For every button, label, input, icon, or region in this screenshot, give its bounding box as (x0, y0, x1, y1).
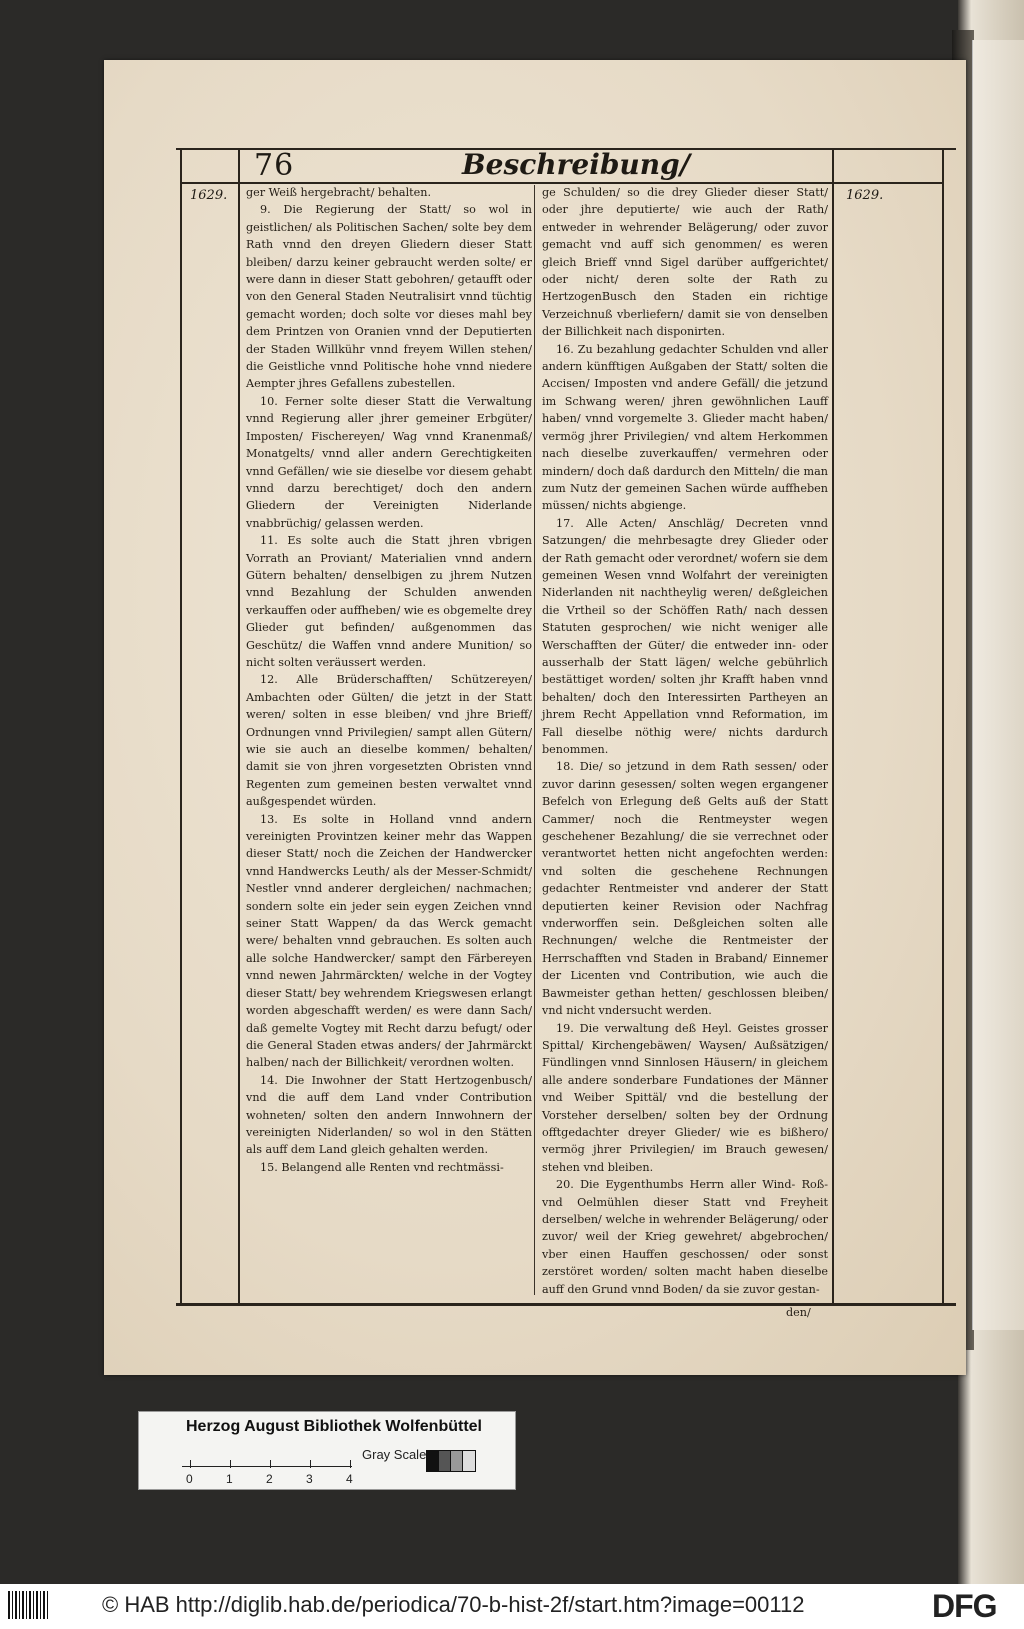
frame-rule-left (180, 148, 182, 1306)
ruler-tick (190, 1460, 191, 1468)
ruler-tick (350, 1460, 351, 1468)
paragraph: 9. Die Regierung der Statt/ so wol in geistlichen/ als Politischen Sachen/ solte bey dem Rath vnnd den dreyen Gliedern dieser Statt bleiben/ darzu keiner gebraucht werden solte/ er were dann in dieser Statt gebohren/ getaufft oder von den General Staden Neutralisirt vnnd tüchtig gemacht worden; doch solte vor dieses mahl bey dem Printzen von Oranien vnnd der Deputierten der Staden Willkühr vnnd freyem Willen stehen/ die Geistliche vnnd Politische hohe vnnd niedere Aempter jhres Gefallens zubestellen. (246, 203, 532, 391)
book-page (104, 60, 966, 1375)
ruler-tick (270, 1460, 271, 1468)
ruler-number: 4 (346, 1472, 353, 1486)
column-divider (534, 185, 535, 1295)
ruler-tick (230, 1460, 231, 1468)
paragraph: 18. Die/ so jetzund in dem Rath sessen/ oder zuvor darinn gesessen/ solten wegen ergangener Befelch von Erlegung deß Gelts auß der Statt Cammer/ noch die Rentmeyster wegen geschehener Bezahlung/ die sie verrechnet oder verantwortet hetten nicht angefochten werden: vnd solten die geschehene Rechnungen gedachter Rentmeister vnd anderer der Statt deputierten keiner Revision oder Nachfrag vnderworffen sein. Deßgleichen solten alle Rechnungen/ welche die Rentmeister der Herrschafften vnd Staden in Braband/ Einnemer der Licenten vnd Contribution, wie auch die Bawmeister gethan hetten/ geschlossen bleiben/ vnd nicht vndersucht werden. (542, 760, 828, 1018)
paragraph: 14. Die Inwohner der Statt Hertzogenbusch/ vnd die auff dem Land vnder Contribution wohneten/ solten den andern Innwohnern der vereinigten Niderlanden/ so wol in den Stätten als auff dem Land gleich gehalten werden. (246, 1073, 532, 1157)
scale-ruler (182, 1466, 352, 1467)
ruler-number: 2 (266, 1472, 273, 1486)
next-page-edge (972, 40, 1024, 1330)
text-column-right (542, 184, 828, 1298)
margin-rule-right (832, 148, 834, 1306)
paragraph: 12. Alle Brüderschafften/ Schützereyen/ Ambachten oder Gülten/ die jetzt in der Statt weren/ solten in esse bleiben/ vnd jhre Brieff/ Ordnungen vnnd Privilegien/ sampt allen Gütern/ wie sie auch an dieselbe kommen/ behalten/ damit sie von jhren vorgesetzten Obristen vnnd Regenten zum gemeinen besten verwaltet vnnd außgespendet würden. (246, 673, 532, 809)
catchword: den/ (786, 1306, 811, 1319)
paragraph: 13. Es solte in Holland vnnd andern vereinigten Provintzen keiner mehr das Wappen dieser Statt/ noch die Zeichen der Handwercker vnnd Handwercks Leuth/ als der Messer-Schmidt/ Nestler vnnd anderer dergleichen/ nachmachen; sondern solte ein jeder sein eygen Zeichen vnnd seiner Statt Wappen/ da das Werck gemacht were/ behalten vnnd gebrauchen. Es solten auch alle solche Handwercker/ sampt den Färbereyen vnnd newen Jahrmärckten/ welche in der Vogtey dieser Statt/ bey wehrendem Kriegswesen erlangt worden abgeschafft werden/ es were dann Sach/ daß gemelte Vogtey mit Recht darzu befugt/ oder die General Staden etwas anders/ der Jahrmärckt halben/ nach der Billichkeit/ verordnen wolten. (246, 812, 532, 1070)
text-column-left (246, 184, 532, 1176)
ruler-tick (310, 1460, 311, 1468)
margin-year-left: 1629. (190, 188, 228, 203)
gray-scale-label: Gray Scale (362, 1447, 427, 1462)
margin-year-right: 1629. (846, 188, 884, 203)
paragraph: 16. Zu bezahlung gedachter Schulden vnd aller andern künfftigen Außgaben der Statt/ solten die Accisen/ Imposten vnd andere Gefäll/ die jetzund im Schwang weren/ jhren gewöhnlichen Lauff haben/ vnnd vorgemelte 3. Glieder macht haben/ vermög jhrer Privilegien/ vnd altem Herkommen nach dieselbe zuverkauffen/ vermehren oder mindern/ doch daß dardurch den Mitteln/ die man zum Nutz der gemeinen Sachen würde auffheben müssen/ nichts abgienge. (542, 342, 828, 513)
paragraph: 17. Alle Acten/ Anschläg/ Decreten vnnd Satzungen/ die mehrbesagte drey Glieder oder der Rath gemacht oder verordnet/ wofern sie dem gemeinen Wesen vnnd Wolfahrt der vereinigten Niderlanden nit nachtheylig weren/ deßgleichen die Vrtheil so der Schöffen Rath/ nach dessen Statuten gesprochen/ wie nicht weniger alle Werschafften der Güter/ die entweder inn- oder ausserhalb der Statt lägen/ welche gebührlich bestättiget worden/ solten jhr Krafft haben vnnd behalten/ doch den Interessirten Partheyen an jhrem Recht Appellation vnnd Reformation, im Fall dieselbe nöthig were/ nichts dardurch benommen. (542, 516, 828, 756)
paragraph: 15. Belangend alle Renten vnd rechtmässi- (260, 1160, 504, 1174)
paragraph: ge Schulden/ so die drey Glieder dieser Statt/ oder jhre deputierte/ wie auch der Rath/ entweder in wehrender Belägerung/ oder zuvor gemacht vnd auff sich genommen/ es weren gleich Brieff vnnd Sigel darüber auffgerichtet/ oder nicht/ deren solte der Rath zu HertzogenBusch den Staden ein richtige Verzeichnuß vberliefern/ damit sie von denselben der Billichkeit nach disponirten. (542, 186, 828, 339)
paragraph: 20. Die Eygenthumbs Herrn aller Wind- Roß- vnd Oelmühlen dieser Statt vnd Freyheit derselben/ welche in wehrender Belägerung/ oder zuvor/ weil der Krieg gewehret/ abgebrochen/ vber einen Hauffen geschossen/ oder sonst zerstöret worden/ solten macht haben dieselbe auff den Grund vnnd Boden/ da sie zuvor gestan- (542, 1178, 828, 1296)
library-label-title: Herzog August Bibliothek Wolfenbüttel (186, 1418, 482, 1435)
running-head: Beschreibung/ (462, 148, 690, 181)
margin-rule-left (238, 148, 240, 1306)
ruler-number: 0 (186, 1472, 193, 1486)
barcode-icon (8, 1591, 50, 1619)
dfg-logo: DFG (932, 1588, 997, 1624)
gray-swatch (462, 1450, 476, 1472)
paragraph: 19. Die verwaltung deß Heyl. Geistes grosser Spittal/ Kirchengebäwen/ Waysen/ Außsätzigen/ Fündlingen vnnd Sinnlosen Häusern/ in gleichem alle andere sonderbare Fundationes der Männer vnd Weiber Spittäl/ vnd die bestellung der Vorsteher derselben/ solten bey der Ordnung offtgedachter dreyer Glieder/ wie es bißhero/ vermög jhrer Privilegien/ im Brauch gewesen/ stehen vnd bleiben. (542, 1021, 828, 1174)
paragraph: 10. Ferner solte dieser Statt die Verwaltung vnnd Regierung aller jhrer gemeiner Erbgüter/ Imposten/ Fischereyen/ Wag vnnd Kranenmaß/ Monatgelts/ vnnd aller andern Gerechtigkeiten vnnd Gefällen/ wie sie dieselbe vor diesem gehabt vnnd darzu berechtiget/ doch den andern Gliedern der Vereinigten Niderlande vnabbrüchig/ gelassen werden. (246, 394, 532, 530)
paragraph: ger Weiß hergebracht/ behalten. (246, 186, 432, 199)
ruler-number: 1 (226, 1472, 233, 1486)
page-number: 76 (254, 148, 295, 183)
frame-rule-right (942, 148, 944, 1306)
source-link[interactable]: © HAB http://diglib.hab.de/periodica/70-b-hist-2f/start.htm?image=00112 (102, 1592, 805, 1617)
ruler-number: 3 (306, 1472, 313, 1486)
paragraph: 11. Es solte auch die Statt jhren vbrigen Vorrath an Proviant/ Materialien vnnd andern Gütern behalten/ denselbigen zu jhrem Nutzen vnnd Bezahlung der Schulden anwenden verkauffen oder auffheben/ wie es obgemelte drey Glieder gut befinden/ außgenommen das Geschütz/ die Waffen vnnd andere Munition/ so nicht solten veräussert werden. (246, 534, 532, 669)
